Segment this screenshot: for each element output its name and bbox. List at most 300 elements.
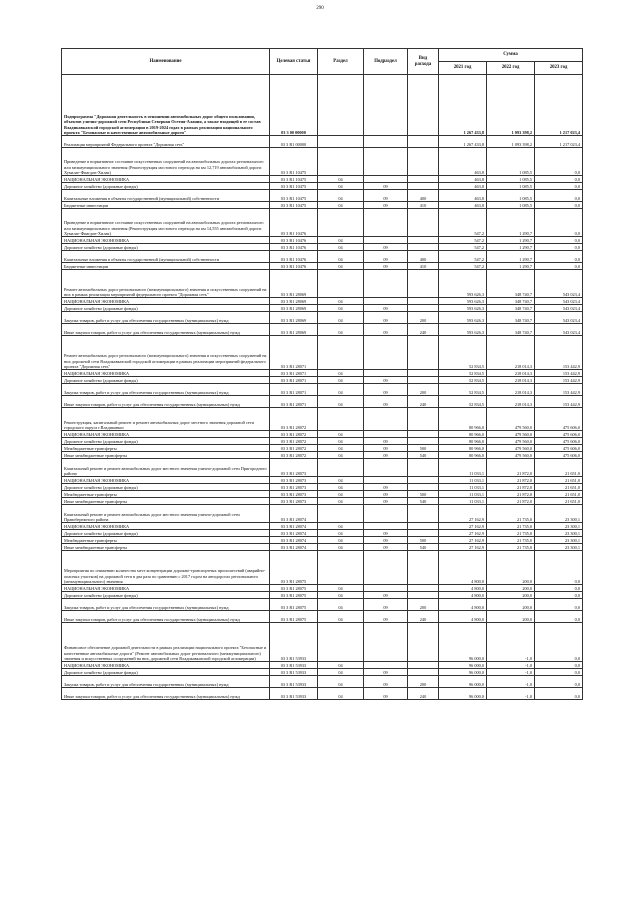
cell-expense-type: [408, 75, 439, 136]
cell-section: 04: [318, 202, 364, 209]
header-2023: 2023 год: [535, 62, 583, 75]
cell-subsection: [364, 209, 408, 237]
header-subsection: Подраздел: [364, 49, 408, 75]
cell-section: 04: [318, 298, 364, 305]
cell-target: 03 3 R1 28074: [270, 523, 318, 530]
cell-2021: 463,8: [439, 176, 487, 183]
cell-subsection: [364, 370, 408, 377]
cell-2022: 200,0: [487, 551, 535, 585]
cell-2022: -1,0: [487, 623, 535, 662]
table-row: [62, 190, 583, 202]
cell-expense-type: [408, 484, 439, 491]
header-sum: Сумма: [439, 49, 583, 62]
cell-2023: 21 651,0: [535, 477, 583, 484]
cell-2023: 23 300,1: [535, 523, 583, 530]
cell-2021: 80 966,0: [439, 445, 487, 452]
cell-target: 03 3 R1 28073: [270, 498, 318, 505]
cell-2022: 218 014,3: [487, 336, 535, 370]
cell-2022: 21 735,0: [487, 537, 535, 544]
cell-subsection: 09: [364, 377, 408, 384]
cell-name: Дорожное хозяйство (дорожные фонды): [62, 183, 270, 190]
cell-section: 04: [318, 544, 364, 551]
cell-2022: 348 740,7: [487, 312, 535, 324]
cell-2021: 4 800,0: [439, 611, 487, 623]
cell-subsection: [364, 431, 408, 438]
cell-name: Закупка товаров, работ и услуг для обеспечения государственных (муниципальных) нужд: [62, 599, 270, 611]
cell-2021: 96 000,0: [439, 669, 487, 676]
cell-name: Реализация мероприятий Федерального проекта "Дорожная сеть": [62, 136, 270, 148]
cell-2021: 4 800,0: [439, 592, 487, 599]
cell-2023: 0,0: [535, 148, 583, 176]
cell-2023: 0,0: [535, 251, 583, 263]
table-row: [62, 370, 583, 377]
cell-name: НАЦИОНАЛЬНАЯ ЭКОНОМИКА: [62, 477, 270, 484]
cell-2023: 1 217 023,4: [535, 75, 583, 136]
table-row: [62, 505, 583, 523]
cell-target: 03 3 R1 28071: [270, 336, 318, 370]
cell-subsection: 09: [364, 498, 408, 505]
cell-2022: 21 735,0: [487, 505, 535, 523]
cell-expense-type: 240: [408, 396, 439, 408]
cell-2021: 593 626,3: [439, 298, 487, 305]
cell-target: 03 3 R1 28074: [270, 544, 318, 551]
cell-2023: 0,0: [535, 209, 583, 237]
cell-section: 04: [318, 585, 364, 592]
cell-2023: 0,0: [535, 190, 583, 202]
cell-subsection: 09: [364, 263, 408, 270]
table-row: [62, 312, 583, 324]
cell-2022: 200,0: [487, 585, 535, 592]
cell-2022: 1 085,5: [487, 190, 535, 202]
cell-name: Приведение в нормативное состояние искусственных сооружений на автомобильных дорогах регионального или межмуниципального значения (Реконструкция мостового перехода на км 14,555 автомобильной дороги Хумалаг-Фиагдон-Хилак): [62, 209, 270, 237]
cell-expense-type: [408, 305, 439, 312]
cell-name: Подпрограмма "Дорожная деятельность в отношении автомобильных дорог общего пользования, объектов улично-дорожной сети Республики Северная Осетия-Алания, а также входящей в ее состав Владикавказской городской агломерации в 2019-2024 годах в рамках реализации национального проекта "Безопасные и качественные автомобильные дороги": [62, 75, 270, 136]
cell-expense-type: 200: [408, 384, 439, 396]
cell-expense-type: 400: [408, 251, 439, 263]
cell-2022: 1 290,7: [487, 263, 535, 270]
cell-expense-type: 200: [408, 676, 439, 688]
cell-target: 03 3 R1 10476: [270, 209, 318, 237]
cell-2021: 96 000,0: [439, 688, 487, 700]
cell-2021: 80 966,0: [439, 408, 487, 431]
cell-name: НАЦИОНАЛЬНАЯ ЭКОНОМИКА: [62, 662, 270, 669]
table-row: [62, 585, 583, 592]
cell-target: 03 3 R1 28069: [270, 270, 318, 298]
cell-subsection: [364, 237, 408, 244]
cell-name: Закупка товаров, работ и услуг для обеспечения государственных (муниципальных) нужд: [62, 676, 270, 688]
cell-subsection: [364, 662, 408, 669]
cell-2023: 543 023,4: [535, 324, 583, 336]
cell-section: [318, 551, 364, 585]
cell-subsection: [364, 623, 408, 662]
cell-subsection: [364, 75, 408, 136]
cell-name: Бюджетные инвестиции: [62, 263, 270, 270]
cell-target: 03 3 R1 28075: [270, 599, 318, 611]
cell-2022: 348 740,7: [487, 270, 535, 298]
table-row: [62, 202, 583, 209]
cell-2022: 218 014,3: [487, 370, 535, 377]
cell-subsection: [364, 336, 408, 370]
cell-section: 04: [318, 592, 364, 599]
cell-2021: 4 800,0: [439, 551, 487, 585]
cell-2022: 218 014,3: [487, 377, 535, 384]
cell-2022: 200,0: [487, 599, 535, 611]
cell-2021: 463,8: [439, 190, 487, 202]
cell-subsection: [364, 585, 408, 592]
cell-expense-type: [408, 270, 439, 298]
cell-subsection: 09: [364, 384, 408, 396]
cell-2021: 27 162,9: [439, 537, 487, 544]
cell-expense-type: [408, 438, 439, 445]
cell-2023: 153 442,9: [535, 370, 583, 377]
cell-target: 03 3 R1 28073: [270, 484, 318, 491]
cell-2023: 0,0: [535, 237, 583, 244]
cell-section: 04: [318, 452, 364, 459]
cell-expense-type: 410: [408, 263, 439, 270]
cell-2022: -1,0: [487, 676, 535, 688]
cell-target: 03 3 R1 28069: [270, 298, 318, 305]
cell-expense-type: [408, 530, 439, 537]
cell-2021: 80 966,0: [439, 438, 487, 445]
cell-2021: 52 834,5: [439, 396, 487, 408]
cell-expense-type: 200: [408, 599, 439, 611]
cell-2021: 27 162,9: [439, 530, 487, 537]
cell-2023: 0,0: [535, 676, 583, 688]
cell-name: Иные закупки товаров, работ и услуг для обеспечения государственных (муниципальных) нужд: [62, 324, 270, 336]
cell-name: Дорожное хозяйство (дорожные фонды): [62, 377, 270, 384]
cell-name: НАЦИОНАЛЬНАЯ ЭКОНОМИКА: [62, 431, 270, 438]
cell-2023: 21 651,0: [535, 459, 583, 477]
cell-section: [318, 336, 364, 370]
cell-name: Капитальные вложения в объекты государственной (муниципальной) собственности: [62, 251, 270, 263]
cell-name: Дорожное хозяйство (дорожные фонды): [62, 244, 270, 251]
header-target: Целевая статья: [270, 49, 318, 75]
cell-section: 04: [318, 377, 364, 384]
cell-section: 04: [318, 530, 364, 537]
cell-2023: 543 023,4: [535, 298, 583, 305]
cell-2023: 0,0: [535, 599, 583, 611]
cell-subsection: [364, 505, 408, 523]
cell-target: 03 3 R1 28071: [270, 396, 318, 408]
cell-target: 03 3 R1 10475: [270, 148, 318, 176]
cell-2022: 200,0: [487, 592, 535, 599]
cell-2022: 21 872,0: [487, 484, 535, 491]
cell-2021: 547,2: [439, 237, 487, 244]
cell-name: Приведение в нормативное состояние искусственных сооружений на автомобильных дорогах регионального или межмуниципального значения (Реконструкция мостового перехода на км 12,719 автомобильной дороги Хумалаг-Фиагдон-Хилак): [62, 148, 270, 176]
cell-2023: 1 217 023,4: [535, 136, 583, 148]
cell-name: Ремонт автомобильных дорог регионального (межмуниципального) значения и искусственных сооружений на них в рамках реализации мероприятий федерального проекта "Дорожная сеть": [62, 270, 270, 298]
cell-2023: 0,0: [535, 611, 583, 623]
cell-expense-type: 540: [408, 544, 439, 551]
cell-target: 03 3 R1 28071: [270, 370, 318, 377]
cell-name: Дорожное хозяйство (дорожные фонды): [62, 669, 270, 676]
cell-subsection: 09: [364, 676, 408, 688]
cell-name: НАЦИОНАЛЬНАЯ ЭКОНОМИКА: [62, 370, 270, 377]
cell-section: 04: [318, 312, 364, 324]
cell-target: 03 3 R1 28075: [270, 611, 318, 623]
cell-name: Финансовое обеспечение дорожной деятельности в рамках реализации национального проекта "Безопасные и качественные автомобильные дороги" (Ремонт автомобильных дорог регионального (межмуниципального) значения и искусственных сооружений на них, дорожной сети Владикавказской городской агломерации): [62, 623, 270, 662]
cell-2023: 23 300,1: [535, 537, 583, 544]
cell-section: 04: [318, 324, 364, 336]
cell-subsection: 09: [364, 183, 408, 190]
cell-section: 04: [318, 445, 364, 452]
table-row: [62, 452, 583, 459]
cell-expense-type: [408, 336, 439, 370]
cell-2021: 27 162,9: [439, 523, 487, 530]
cell-2021: 593 626,3: [439, 324, 487, 336]
cell-expense-type: [408, 662, 439, 669]
table-row: [62, 237, 583, 244]
cell-subsection: [364, 459, 408, 477]
cell-target: 03 3 R1 28072: [270, 408, 318, 431]
cell-2022: 479 560,0: [487, 452, 535, 459]
cell-subsection: [364, 408, 408, 431]
cell-target: 03 3 R1 28075: [270, 592, 318, 599]
table-row: [62, 662, 583, 669]
table-row: [62, 148, 583, 176]
cell-2023: 23 300,1: [535, 530, 583, 537]
cell-2023: 475 606,0: [535, 438, 583, 445]
table-row: [62, 459, 583, 477]
cell-2023: 543 023,4: [535, 312, 583, 324]
table-row: [62, 263, 583, 270]
cell-section: 04: [318, 244, 364, 251]
table-row: [62, 209, 583, 237]
cell-subsection: 09: [364, 592, 408, 599]
cell-section: [318, 75, 364, 136]
page-number: 290: [316, 6, 324, 11]
cell-section: 04: [318, 523, 364, 530]
cell-subsection: 09: [364, 312, 408, 324]
cell-2023: 153 442,9: [535, 396, 583, 408]
table-row: [62, 544, 583, 551]
table-row: [62, 377, 583, 384]
cell-name: Межбюджетные трансферты: [62, 445, 270, 452]
cell-subsection: 09: [364, 190, 408, 202]
cell-expense-type: 500: [408, 491, 439, 498]
cell-2021: 27 162,9: [439, 544, 487, 551]
cell-2021: 11 033,1: [439, 498, 487, 505]
table-row: [62, 484, 583, 491]
cell-2021: 593 626,3: [439, 270, 487, 298]
cell-subsection: [364, 176, 408, 183]
cell-2023: 0,0: [535, 244, 583, 251]
table-row: [62, 551, 583, 585]
table-row: [62, 396, 583, 408]
cell-name: Капитальный ремонт и ремонт автомобильных дорог местного значения улично-дорожной сети Пригородного района: [62, 459, 270, 477]
cell-name: Межбюджетные трансферты: [62, 537, 270, 544]
table-row: [62, 244, 583, 251]
cell-target: 03 3 R1 10475: [270, 190, 318, 202]
cell-target: 03 3 R1 28071: [270, 384, 318, 396]
cell-2021: 11 033,1: [439, 484, 487, 491]
cell-2022: 21 735,0: [487, 523, 535, 530]
cell-subsection: 09: [364, 452, 408, 459]
cell-name: Иные межбюджетные трансферты: [62, 452, 270, 459]
cell-expense-type: [408, 431, 439, 438]
cell-expense-type: 200: [408, 312, 439, 324]
cell-expense-type: [408, 136, 439, 148]
cell-section: 04: [318, 662, 364, 669]
cell-name: НАЦИОНАЛЬНАЯ ЭКОНОМИКА: [62, 585, 270, 592]
cell-2023: 21 651,0: [535, 498, 583, 505]
cell-2022: 348 740,7: [487, 305, 535, 312]
cell-2022: 479 560,0: [487, 438, 535, 445]
table-row: [62, 523, 583, 530]
cell-subsection: 09: [364, 202, 408, 209]
cell-2021: 11 033,1: [439, 491, 487, 498]
cell-2022: 21 872,0: [487, 459, 535, 477]
cell-section: 04: [318, 190, 364, 202]
cell-2023: 0,0: [535, 592, 583, 599]
cell-2022: -1,0: [487, 669, 535, 676]
cell-section: [318, 459, 364, 477]
cell-section: 04: [318, 688, 364, 700]
cell-target: 03 3 R1 28073: [270, 459, 318, 477]
cell-expense-type: [408, 505, 439, 523]
cell-expense-type: 500: [408, 537, 439, 544]
cell-section: 04: [318, 237, 364, 244]
cell-2022: 21 872,0: [487, 498, 535, 505]
cell-name: Мероприятия по снижению количества мест концентрации дорожно-транспортных происшествий (аварийно-опасных участков) на дорожной сети в два раза по сравнению с 2017 годом на автодорогах регионального (межмуниципального) значения: [62, 551, 270, 585]
cell-target: 03 3 R1 28073: [270, 491, 318, 498]
cell-2021: 593 626,3: [439, 305, 487, 312]
cell-subsection: 09: [364, 445, 408, 452]
cell-subsection: [364, 148, 408, 176]
cell-name: Межбюджетные трансферты: [62, 491, 270, 498]
cell-section: [318, 148, 364, 176]
cell-name: НАЦИОНАЛЬНАЯ ЭКОНОМИКА: [62, 176, 270, 183]
cell-name: НАЦИОНАЛЬНАЯ ЭКОНОМИКА: [62, 298, 270, 305]
table-row: [62, 136, 583, 148]
cell-target: 03 3 R1 28069: [270, 305, 318, 312]
cell-section: 04: [318, 431, 364, 438]
cell-2021: 4 800,0: [439, 585, 487, 592]
cell-section: 04: [318, 251, 364, 263]
cell-2021: 80 966,0: [439, 452, 487, 459]
cell-section: [318, 623, 364, 662]
cell-section: [318, 209, 364, 237]
cell-name: Иные закупки товаров, работ и услуг для обеспечения государственных (муниципальных) нужд: [62, 688, 270, 700]
cell-section: 04: [318, 305, 364, 312]
cell-expense-type: [408, 592, 439, 599]
table-row: [62, 438, 583, 445]
cell-target: 03 3 R1 28069: [270, 312, 318, 324]
cell-target: 03 3 R1 10476: [270, 244, 318, 251]
cell-2021: 4 800,0: [439, 599, 487, 611]
cell-expense-type: [408, 183, 439, 190]
cell-2022: 348 740,7: [487, 324, 535, 336]
cell-name: Иные закупки товаров, работ и услуг для обеспечения государственных (муниципальных) нужд: [62, 611, 270, 623]
cell-2022: 1 085,5: [487, 183, 535, 190]
cell-target: 03 3 R1 28072: [270, 438, 318, 445]
cell-section: 04: [318, 396, 364, 408]
cell-target: 03 3 R1 53933: [270, 676, 318, 688]
cell-name: Иные закупки товаров, работ и услуг для обеспечения государственных (муниципальных) нужд: [62, 396, 270, 408]
cell-expense-type: [408, 176, 439, 183]
cell-name: Реконструкция, капитальный ремонт и ремонт автомобильных дорог местного значения дорожной сети городского округа г.Владикавказ: [62, 408, 270, 431]
cell-section: 04: [318, 484, 364, 491]
table-row: [62, 477, 583, 484]
cell-expense-type: 240: [408, 324, 439, 336]
cell-expense-type: [408, 237, 439, 244]
cell-name: Дорожное хозяйство (дорожные фонды): [62, 438, 270, 445]
cell-2023: 23 300,1: [535, 505, 583, 523]
table-row: [62, 669, 583, 676]
cell-target: 03 3 R1 10476: [270, 237, 318, 244]
cell-2022: 1 093 398,2: [487, 75, 535, 136]
cell-2023: 475 606,0: [535, 408, 583, 431]
cell-target: 03 3 R1 28075: [270, 585, 318, 592]
table-row: [62, 75, 583, 136]
cell-section: 04: [318, 498, 364, 505]
cell-2022: -1,0: [487, 662, 535, 669]
table-body: [62, 75, 583, 700]
cell-2022: 348 740,7: [487, 298, 535, 305]
cell-2022: 21 735,0: [487, 544, 535, 551]
cell-2022: 1 290,7: [487, 244, 535, 251]
cell-section: 04: [318, 669, 364, 676]
cell-target: 03 3 R1 28074: [270, 537, 318, 544]
cell-2023: 153 442,9: [535, 377, 583, 384]
cell-2022: 479 560,0: [487, 431, 535, 438]
cell-2021: 52 834,5: [439, 336, 487, 370]
table-row: [62, 305, 583, 312]
cell-section: 04: [318, 183, 364, 190]
cell-target: 03 3 R1 28075: [270, 551, 318, 585]
cell-2022: 21 872,0: [487, 477, 535, 484]
cell-section: 04: [318, 176, 364, 183]
cell-section: 04: [318, 263, 364, 270]
cell-section: 04: [318, 599, 364, 611]
cell-2023: 0,0: [535, 585, 583, 592]
table-row: [62, 611, 583, 623]
cell-subsection: 09: [364, 530, 408, 537]
cell-2022: 1 085,5: [487, 176, 535, 183]
cell-2022: 21 872,0: [487, 491, 535, 498]
table-row: [62, 537, 583, 544]
cell-section: 04: [318, 384, 364, 396]
cell-target: 03 3 R1 28071: [270, 377, 318, 384]
cell-target: 03 3 R1 00000: [270, 136, 318, 148]
cell-2023: 543 023,4: [535, 270, 583, 298]
cell-subsection: [364, 551, 408, 585]
cell-expense-type: [408, 408, 439, 431]
cell-2022: 1 290,7: [487, 209, 535, 237]
cell-subsection: 09: [364, 244, 408, 251]
cell-2022: 1 290,7: [487, 237, 535, 244]
cell-2023: 0,0: [535, 669, 583, 676]
cell-2023: 475 606,0: [535, 445, 583, 452]
cell-expense-type: 540: [408, 498, 439, 505]
cell-subsection: 09: [364, 544, 408, 551]
cell-name: Ремонт автомобильных дорог регионального (межмуниципального) значения и искусственных сооружений на них дорожной сети Владикавказской городской агломерации в рамках реализации мероприятий федерального проекта "Дорожная сеть": [62, 336, 270, 370]
cell-subsection: 09: [364, 324, 408, 336]
cell-2022: 1 085,5: [487, 148, 535, 176]
cell-2021: 52 834,5: [439, 384, 487, 396]
cell-2023: 475 606,0: [535, 431, 583, 438]
cell-2021: 80 966,0: [439, 431, 487, 438]
cell-2021: 96 000,0: [439, 623, 487, 662]
cell-2021: 547,2: [439, 244, 487, 251]
cell-section: 04: [318, 611, 364, 623]
cell-2022: 200,0: [487, 611, 535, 623]
cell-2021: 96 000,0: [439, 662, 487, 669]
table-row: [62, 176, 583, 183]
cell-2022: 479 560,0: [487, 408, 535, 431]
cell-2022: 218 014,3: [487, 396, 535, 408]
cell-subsection: [364, 298, 408, 305]
